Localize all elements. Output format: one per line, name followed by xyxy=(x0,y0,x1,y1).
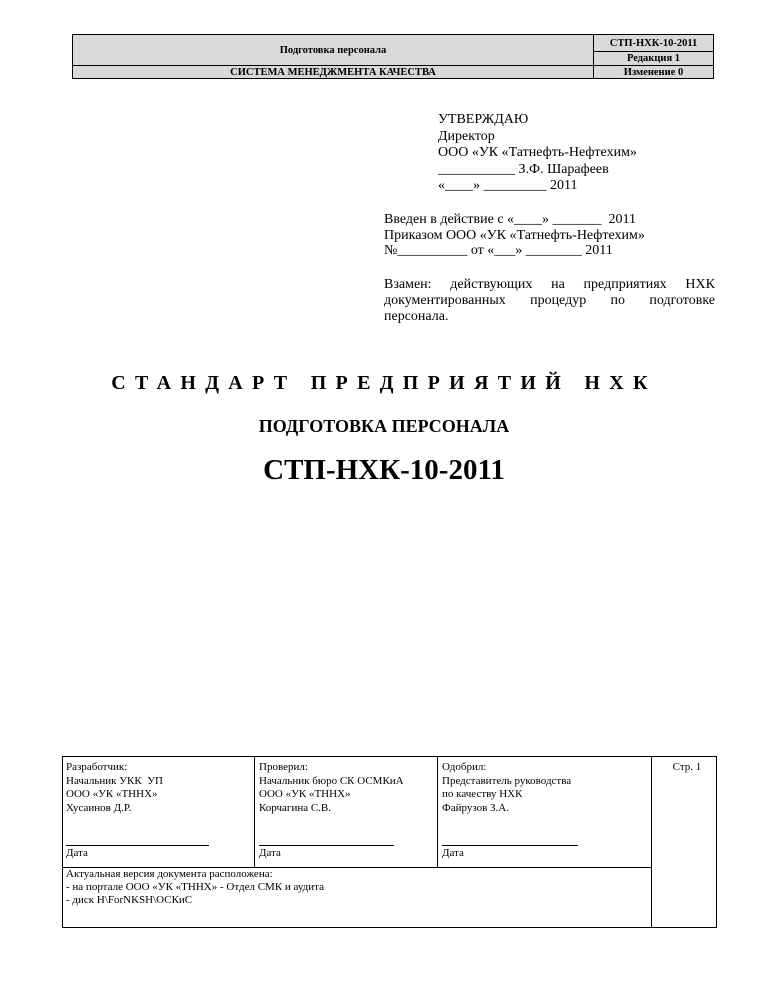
header-system: СИСТЕМА МЕНЕДЖМЕНТА КАЧЕСТВА xyxy=(73,66,594,79)
document-header-table xyxy=(72,34,714,79)
approval-line: ___________ З.Ф. Шарафеев xyxy=(438,161,609,177)
intro-line: Введен в действие с «____» _______ 2011 xyxy=(384,212,637,227)
standard-title: СТАНДАРТ ПРЕДПРИЯТИЙ НХК xyxy=(111,372,657,394)
introduction-block xyxy=(384,212,645,259)
approved-position: Представитель руководства xyxy=(442,774,572,787)
checked-label: Проверил: xyxy=(259,761,308,773)
developer-position: Начальник УКК УП xyxy=(66,774,163,787)
checked-name: Корчагина С.В. xyxy=(259,801,332,814)
date-label: Дата xyxy=(66,847,88,859)
signature-line xyxy=(66,845,209,846)
divider xyxy=(437,757,438,867)
approval-line: ООО «УК «Татнефть-Нефтехим» xyxy=(438,145,637,160)
signature-line xyxy=(259,845,394,846)
document-location xyxy=(66,868,324,907)
date-label: Дата xyxy=(259,847,281,859)
developer-label: Разработчик: xyxy=(66,761,128,773)
header-change: Изменение 0 xyxy=(594,66,714,79)
developer-block xyxy=(66,761,163,815)
approved-name: Файрузов З.А. xyxy=(442,801,509,814)
intro-line: Приказом ООО «УК «Татнефть-Нефтехим» xyxy=(384,227,645,243)
location-line: Актуальная версия документа расположена: xyxy=(66,868,273,880)
signature-line xyxy=(442,845,578,846)
developer-company: ООО «УК «ТННХ» xyxy=(66,788,158,800)
header-section: Подготовка персонала xyxy=(73,35,594,66)
approval-line: Директор xyxy=(438,128,495,144)
location-line: - диск H\ForNKSH\ОСКиС xyxy=(66,894,193,906)
replacement-note: Взамен: действующих на предприятиях НХК документированных процедур по подготовке персонала. xyxy=(384,277,715,324)
developer-name: Хусаинов Д.Р. xyxy=(66,801,132,814)
intro-line: №__________ от «___» ________ 2011 xyxy=(384,243,613,258)
checked-company: ООО «УК «ТННХ» xyxy=(259,788,351,800)
date-label: Дата xyxy=(442,847,464,859)
signature-table xyxy=(62,756,717,928)
page-number: Стр. 1 xyxy=(672,761,702,773)
approval-line: «____» _________ 2011 xyxy=(438,178,578,193)
divider xyxy=(254,757,255,867)
approved-scope: по качеству НХК xyxy=(442,788,523,800)
checked-position: Начальник бюро СК ОСМКиА xyxy=(259,774,404,787)
location-line: - на портале ООО «УК «ТННХ» - Отдел СМК и аудита xyxy=(66,881,324,893)
approved-block xyxy=(442,761,571,815)
divider xyxy=(651,757,652,927)
subject-title: ПОДГОТОВКА ПЕРСОНАЛА xyxy=(258,416,510,436)
approved-label: Одобрил: xyxy=(442,761,487,773)
approval-block xyxy=(438,112,637,195)
checked-block xyxy=(259,761,404,815)
document-code-title: СТП-НХК-10-2011 xyxy=(263,454,505,486)
header-edition: Редакция 1 xyxy=(594,52,714,66)
header-code: СТП-НХК-10-2011 xyxy=(594,35,714,52)
approval-line: УТВЕРЖДАЮ xyxy=(438,112,529,127)
